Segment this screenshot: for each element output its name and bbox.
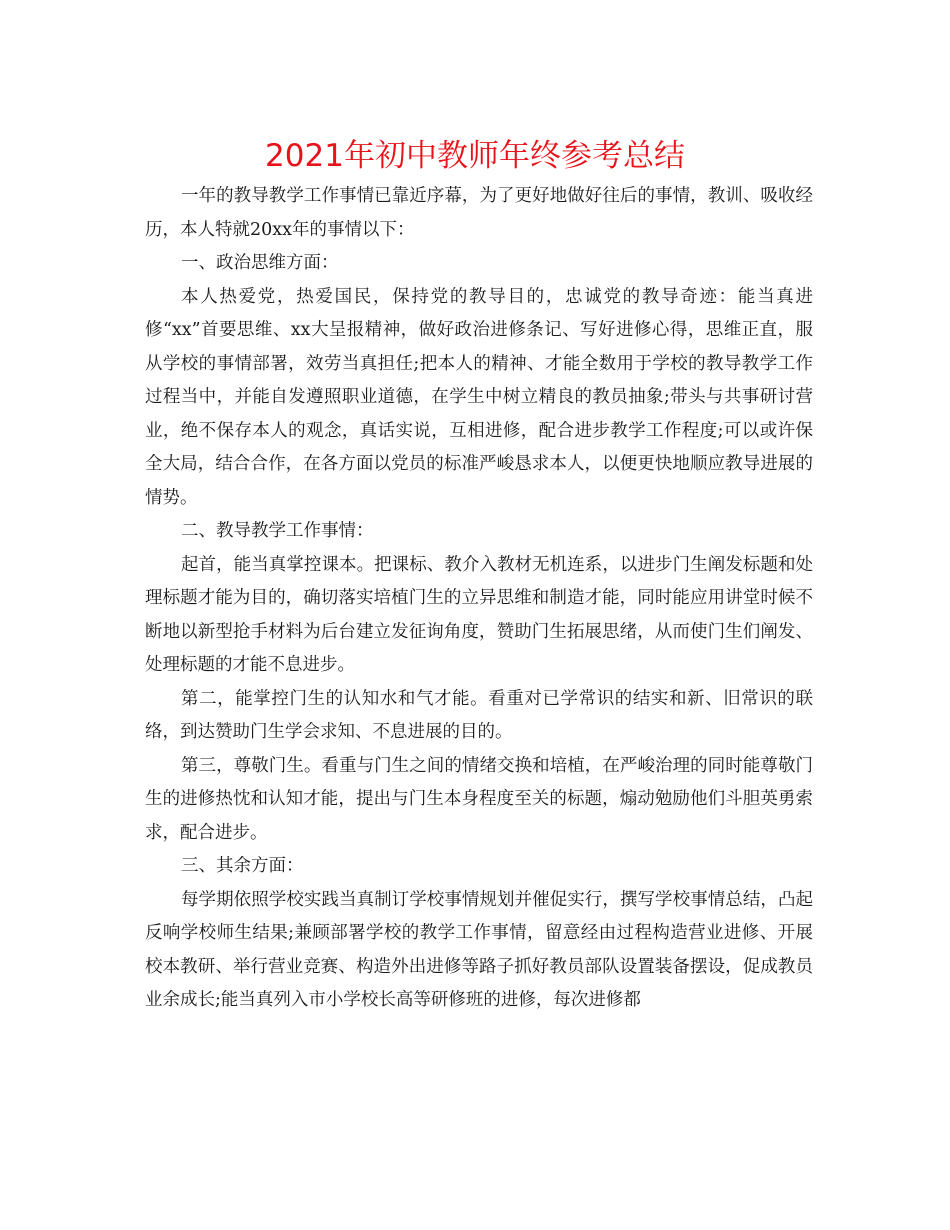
section-heading-teaching: 二、教导教学工作事情： (181, 521, 374, 541)
politics-paragraph: 本人热爱党，热爱国民，保持党的教导目的，忠诚党的教导奇迹：能当真进修“xx”首要思维、xx大呈报精神，做好政治进修条记、写好进修心得，思维正直，服从学校的事情部署，效劳当真担任;把本人的精神、才能全数用于学校的教导教学工作过程当中，并能自发遵照职业道德，在学生中树立精良的教员抽象;带头与共事研讨营业，绝不保存本人的观念，真话实说，互相进修，配合进步教学工作程度;可以或许保全大局，结合合作，在各方面以党员的标准严峻恳求本人，以便更快地顺应教导进展的情势。 (145, 286, 813, 508)
intro-paragraph: 一年的教导教学工作事情已靠近序幕，为了更好地做好往后的事情，教训、吸收经历，本人特就20xx年的事情以下： (145, 186, 813, 240)
document-title: 2021年初中教师年终参考总结 (265, 138, 685, 174)
section-heading-other: 三、其余方面： (181, 856, 304, 876)
other-paragraph: 每学期依照学校实践当真制订学校事情规划并催促实行，撰写学校事情总结，凸起反响学校师生结果;兼顾部署学校的教学工作事情，留意经由过程构造营业进修、开展校本教研、举行营业竞赛、构造外出进修等路子抓好教员部队设置装备摆设，促成教员业余成长;能当真列入市小学校长高等研修班的进修，每次进修都 (145, 889, 813, 1010)
teaching-paragraph-3: 第三，尊敬门生。看重与门生之间的情绪交换和培植，在严峻治理的同时能尊敬门生的进修热忱和认知才能，提出与门生本身程度至关的标题，煽动勉励他们斗胆英勇索求，配合进步。 (145, 755, 813, 843)
section-heading-politics: 一、政治思维方面： (181, 253, 339, 273)
teaching-paragraph-1: 起首，能当真掌控课本。把课标、教介入教材无机连系，以进步门生阐发标题和处理标题才能为目的，确切落实培植门生的立异思维和制造才能，同时能应用讲堂时候不断地以新型抢手材料为后台建立发征询角度，赞助门生拓展思绪，从而使门生们阐发、处理标题的才能不息进步。 (145, 554, 813, 675)
teaching-paragraph-2: 第二，能掌控门生的认知水和气才能。看重对已学常识的结实和新、旧常识的联络，到达赞助门生学会求知、不息进展的目的。 (145, 688, 813, 742)
document-body (145, 180, 813, 1018)
